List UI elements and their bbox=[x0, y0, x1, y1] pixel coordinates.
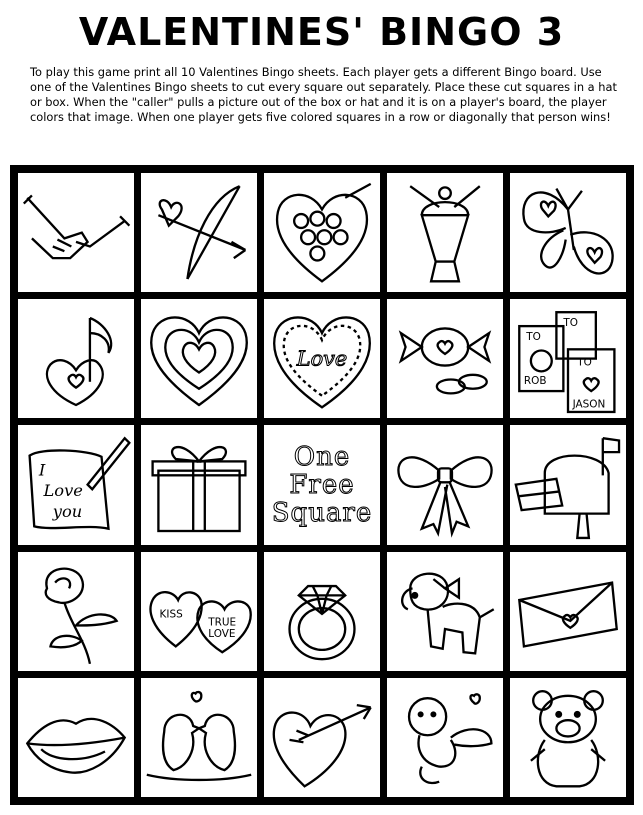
diamond-ring-icon bbox=[264, 552, 380, 671]
puppy-bow-icon bbox=[387, 552, 503, 671]
bingo-square-holding-hands[interactable] bbox=[16, 171, 136, 294]
card-label: TO bbox=[563, 317, 578, 330]
love-text: Love bbox=[296, 346, 348, 371]
bingo-square-free[interactable] bbox=[262, 423, 382, 546]
cupid-bow-arrow-icon bbox=[141, 173, 257, 292]
rose-icon bbox=[18, 552, 134, 671]
bingo-square-ring[interactable] bbox=[262, 550, 382, 673]
instructions: To play this game print all 10 Valentines Bingo sheets. Each player gets a different Bingo board. Use one of the Valentines Bingo sheets to cut every square out separately. Place these cut squares in a hat or box. When the "caller" pulls a picture out of the box or hat and it is on a player's board, the player colors that image. When one player gets five colored squares in a row or diagonally that person wins! bbox=[30, 65, 617, 124]
love-note-pen-icon bbox=[18, 425, 134, 544]
bingo-square-cupid[interactable] bbox=[385, 676, 505, 799]
lovebirds-icon bbox=[141, 678, 257, 797]
bingo-square-music-note[interactable] bbox=[16, 297, 136, 420]
candy-heart-text: TRUE bbox=[208, 616, 237, 629]
bingo-square-puppy[interactable] bbox=[385, 550, 505, 673]
bingo-square-lovebirds[interactable] bbox=[139, 676, 259, 799]
free-square-text: Free bbox=[289, 469, 355, 500]
valentine-cards-icon bbox=[510, 299, 626, 418]
mailbox-icon bbox=[510, 425, 626, 544]
bingo-square-mailbox[interactable] bbox=[508, 423, 628, 546]
bingo-square-teddy-bear[interactable] bbox=[508, 676, 628, 799]
bingo-square-lace-heart[interactable] bbox=[139, 297, 259, 420]
lips-icon bbox=[18, 678, 134, 797]
candy-heart-text: KISS bbox=[159, 607, 183, 620]
page-title: VALENTINES' BINGO 3 bbox=[78, 10, 565, 54]
note-text: Love bbox=[43, 481, 83, 501]
holding-hands-icon bbox=[18, 173, 134, 292]
bingo-square-bow[interactable] bbox=[385, 423, 505, 546]
heart-arrow-icon bbox=[264, 678, 380, 797]
card-label: JASON bbox=[572, 398, 606, 411]
bingo-board bbox=[10, 165, 634, 805]
card-label: TO bbox=[577, 356, 592, 369]
bingo-square-love-heart[interactable] bbox=[262, 297, 382, 420]
bow-ribbon-icon bbox=[387, 425, 503, 544]
bingo-square-candy-hearts[interactable] bbox=[139, 550, 259, 673]
card-label: ROB bbox=[523, 375, 547, 388]
milkshake-icon bbox=[387, 173, 503, 292]
gift-box-icon bbox=[141, 425, 257, 544]
envelope-heart-icon bbox=[510, 552, 626, 671]
bingo-square-rose[interactable] bbox=[16, 550, 136, 673]
card-label: TO bbox=[526, 331, 541, 344]
bingo-square-envelope[interactable] bbox=[508, 550, 628, 673]
lace-heart-icon bbox=[141, 299, 257, 418]
music-note-heart-icon bbox=[18, 299, 134, 418]
free-square-text: Square bbox=[271, 497, 373, 528]
bingo-square-heart-box[interactable] bbox=[262, 171, 382, 294]
note-text: you bbox=[52, 502, 83, 522]
bingo-square-valentine-cards[interactable] bbox=[508, 297, 628, 420]
bingo-square-cupid-bow[interactable] bbox=[139, 171, 259, 294]
bingo-square-love-note[interactable] bbox=[16, 423, 136, 546]
bingo-square-candy[interactable] bbox=[385, 297, 505, 420]
candy-heart-text: LOVE bbox=[208, 627, 236, 640]
cupid-baby-icon bbox=[387, 678, 503, 797]
bingo-square-milkshake[interactable] bbox=[385, 171, 505, 294]
candy-hearts-icon bbox=[141, 552, 257, 671]
bingo-square-gift-box[interactable] bbox=[139, 423, 259, 546]
teddy-bear-icon bbox=[510, 678, 626, 797]
heart-candy-box-icon bbox=[264, 173, 380, 292]
note-text: I bbox=[38, 460, 46, 480]
bingo-square-lips[interactable] bbox=[16, 676, 136, 799]
bingo-square-heart-arrow[interactable] bbox=[262, 676, 382, 799]
wrapped-candy-coins-icon bbox=[387, 299, 503, 418]
free-square-text: One bbox=[293, 441, 351, 472]
butterfly-icon bbox=[510, 173, 626, 292]
love-heart-icon bbox=[264, 299, 380, 418]
bingo-square-butterfly[interactable] bbox=[508, 171, 628, 294]
